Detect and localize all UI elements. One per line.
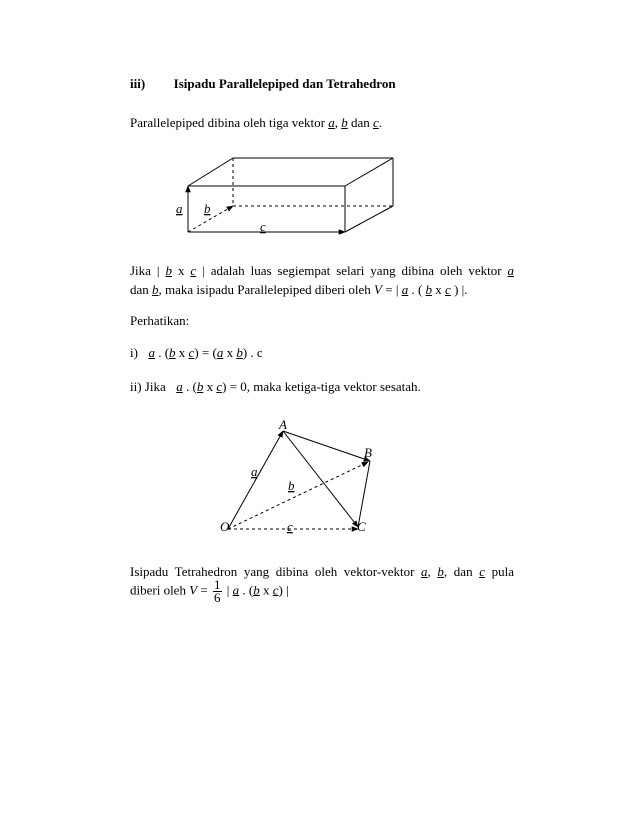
tetrahedron-paragraph-line1 (130, 564, 514, 580)
parallelepiped-edge (345, 158, 393, 186)
word-dan: , dan (443, 564, 473, 579)
text: ) | (278, 582, 289, 598)
volume-symbol: V (189, 582, 198, 598)
text: . ( (242, 582, 254, 598)
text: ) |. (454, 282, 468, 297)
perhatikan-label: Perhatikan: (130, 313, 190, 328)
vector-c: c (272, 582, 279, 598)
vector-a: a (148, 345, 155, 360)
vector-c: c (445, 282, 451, 297)
cross: x (226, 345, 234, 360)
text: | adalah luas segiempat selari yang dibina oleh vektor (202, 263, 502, 278)
vector-b-arrow (228, 462, 368, 529)
point-A: A (279, 417, 287, 432)
numerator: 1 (214, 577, 221, 592)
comma: , (427, 564, 431, 579)
vector-c: c (216, 379, 223, 394)
point-O: O (220, 519, 230, 534)
text: . ( (186, 379, 197, 394)
vector-a: a (507, 263, 515, 278)
vector-b: b (236, 345, 243, 360)
text: ) = ( (194, 345, 217, 360)
text: = | (382, 282, 399, 297)
vector-b: b (165, 263, 172, 278)
text: diberi oleh (130, 582, 186, 598)
volume-symbol: V (374, 282, 382, 297)
text: Jika | (130, 263, 160, 278)
vector-c: c (188, 345, 195, 360)
equals: = (197, 582, 212, 598)
intro-text: Parallelepiped dibina oleh tiga vektor (130, 115, 325, 130)
period: . (378, 115, 382, 130)
section-title: Isipadu Parallelepiped dan Tetrahedron (173, 76, 396, 91)
label-a: a (251, 464, 258, 479)
text: ) . c (242, 345, 263, 360)
label-a: a (176, 201, 183, 216)
vector-a: a (216, 345, 224, 360)
label-c: c (287, 519, 293, 534)
label-b: b (204, 201, 211, 216)
cross: x (206, 379, 214, 394)
vector-b: b (169, 345, 176, 360)
text: , maka isipadu Parallelepiped diberi oleh (158, 282, 371, 297)
vector-a: a (232, 582, 240, 598)
text: Isipadu Tetrahedron yang dibina oleh vektor-vektor (130, 564, 415, 579)
abs-bar: | (226, 582, 230, 598)
section-number: iii) (130, 76, 146, 91)
cross: x (178, 345, 186, 360)
word-dan: dan (350, 115, 370, 130)
paragraph-area-line1 (130, 263, 514, 279)
vector-b: b (425, 282, 433, 297)
text: . ( (411, 282, 423, 297)
tetrahedron-formula-line (130, 579, 289, 604)
vector-a: a (328, 115, 335, 130)
vector-b: b (196, 379, 204, 394)
parallelepiped-edge (345, 206, 393, 232)
vector-a-arrow (228, 431, 283, 529)
text: . ( (158, 345, 170, 360)
point-B: B (364, 445, 372, 460)
word-dan: dan (130, 282, 149, 297)
identity-item-2 (130, 379, 421, 395)
vector-a: a (401, 282, 409, 297)
paragraph-area-line2 (130, 282, 468, 298)
vector-c: c (479, 564, 485, 579)
identity-item-1 (130, 345, 263, 361)
item-label: ii) Jika (130, 379, 166, 394)
vector-c: c (372, 115, 379, 130)
cross: x (262, 582, 270, 598)
word-pula: pula (491, 564, 514, 579)
vector-a: a (421, 564, 428, 579)
vector-b: b (341, 115, 348, 130)
cross: x (435, 282, 442, 297)
edge-AB (283, 431, 370, 461)
comma: , (334, 115, 338, 130)
item-label: i) (130, 345, 138, 360)
vector-a: a (176, 379, 183, 394)
text: ) = 0, maka ketiga-tiga vektor sesatah. (222, 379, 421, 394)
denominator: 6 (214, 590, 221, 605)
vector-c: c (190, 263, 197, 278)
parallelepiped-edge (188, 158, 233, 186)
vector-b: b (437, 564, 444, 579)
edge-BC (358, 461, 370, 527)
cross: x (177, 263, 185, 278)
label-c: c (260, 219, 266, 234)
fraction-one-sixth (213, 579, 222, 604)
vector-b: b (152, 282, 159, 297)
vector-b: b (253, 582, 260, 598)
label-b: b (288, 478, 295, 493)
vector-b-arrow (188, 206, 233, 232)
point-C: C (357, 519, 366, 534)
